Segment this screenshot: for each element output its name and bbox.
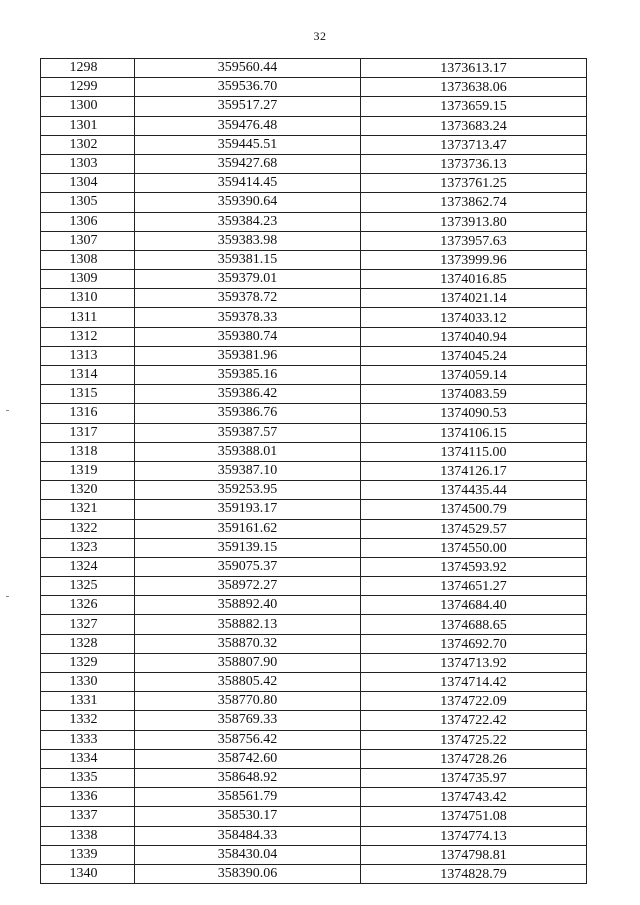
table-row — [41, 327, 587, 346]
point-number-cell: 1340 — [41, 864, 135, 883]
point-number-cell: 1336 — [41, 788, 135, 807]
point-number-cell: 1315 — [41, 385, 135, 404]
y-coordinate-cell: 1374743.42 — [361, 788, 587, 807]
table-row — [41, 442, 587, 461]
y-coordinate-cell: 1373659.15 — [361, 97, 587, 116]
table-row — [41, 174, 587, 193]
x-coordinate-cell: 358561.79 — [135, 788, 361, 807]
y-coordinate-cell: 1374126.17 — [361, 461, 587, 480]
point-number-cell: 1331 — [41, 692, 135, 711]
x-coordinate-cell: 359378.72 — [135, 289, 361, 308]
point-number-cell: 1322 — [41, 519, 135, 538]
y-coordinate-cell: 1374725.22 — [361, 730, 587, 749]
point-number-cell: 1325 — [41, 577, 135, 596]
point-number-cell: 1309 — [41, 270, 135, 289]
table-row — [41, 826, 587, 845]
x-coordinate-cell: 359381.96 — [135, 346, 361, 365]
point-number-cell: 1307 — [41, 231, 135, 250]
x-coordinate-cell: 359476.48 — [135, 116, 361, 135]
table-row — [41, 308, 587, 327]
table-row — [41, 538, 587, 557]
x-coordinate-cell: 359383.98 — [135, 231, 361, 250]
x-coordinate-cell: 358769.33 — [135, 711, 361, 730]
point-number-cell: 1330 — [41, 673, 135, 692]
point-number-cell: 1304 — [41, 174, 135, 193]
x-coordinate-cell: 359075.37 — [135, 557, 361, 576]
table-row — [41, 577, 587, 596]
y-coordinate-cell: 1373957.63 — [361, 231, 587, 250]
point-number-cell: 1313 — [41, 346, 135, 365]
y-coordinate-cell: 1374115.00 — [361, 442, 587, 461]
table-row — [41, 711, 587, 730]
x-coordinate-cell: 359379.01 — [135, 270, 361, 289]
table-row — [41, 788, 587, 807]
y-coordinate-cell: 1374798.81 — [361, 845, 587, 864]
coordinates-table — [40, 58, 587, 884]
point-number-cell: 1337 — [41, 807, 135, 826]
x-coordinate-cell: 359161.62 — [135, 519, 361, 538]
y-coordinate-cell: 1374033.12 — [361, 308, 587, 327]
point-number-cell: 1324 — [41, 557, 135, 576]
x-coordinate-cell: 359414.45 — [135, 174, 361, 193]
table-row — [41, 768, 587, 787]
point-number-cell: 1301 — [41, 116, 135, 135]
table-row — [41, 730, 587, 749]
x-coordinate-cell: 358756.42 — [135, 730, 361, 749]
table-row — [41, 212, 587, 231]
x-coordinate-cell: 358807.90 — [135, 653, 361, 672]
x-coordinate-cell: 358484.33 — [135, 826, 361, 845]
scan-mark — [6, 596, 9, 597]
point-number-cell: 1329 — [41, 653, 135, 672]
point-number-cell: 1339 — [41, 845, 135, 864]
y-coordinate-cell: 1374529.57 — [361, 519, 587, 538]
y-coordinate-cell: 1374722.09 — [361, 692, 587, 711]
y-coordinate-cell: 1374774.13 — [361, 826, 587, 845]
y-coordinate-cell: 1374692.70 — [361, 634, 587, 653]
table-row — [41, 481, 587, 500]
point-number-cell: 1298 — [41, 59, 135, 78]
point-number-cell: 1321 — [41, 500, 135, 519]
page-number: 32 — [313, 29, 327, 43]
point-number-cell: 1299 — [41, 78, 135, 97]
y-coordinate-cell: 1374021.14 — [361, 289, 587, 308]
y-coordinate-cell: 1374722.42 — [361, 711, 587, 730]
table-row — [41, 423, 587, 442]
table-row — [41, 596, 587, 615]
table-row — [41, 557, 587, 576]
y-coordinate-cell: 1374106.15 — [361, 423, 587, 442]
x-coordinate-cell: 359380.74 — [135, 327, 361, 346]
x-coordinate-cell: 359386.76 — [135, 404, 361, 423]
y-coordinate-cell: 1374040.94 — [361, 327, 587, 346]
point-number-cell: 1334 — [41, 749, 135, 768]
point-number-cell: 1318 — [41, 442, 135, 461]
table-row — [41, 231, 587, 250]
x-coordinate-cell: 359536.70 — [135, 78, 361, 97]
x-coordinate-cell: 358390.06 — [135, 864, 361, 883]
x-coordinate-cell: 359387.10 — [135, 461, 361, 480]
point-number-cell: 1300 — [41, 97, 135, 116]
scan-mark — [6, 410, 9, 411]
y-coordinate-cell: 1374688.65 — [361, 615, 587, 634]
table-row — [41, 97, 587, 116]
table-row — [41, 673, 587, 692]
y-coordinate-cell: 1374083.59 — [361, 385, 587, 404]
x-coordinate-cell: 359385.16 — [135, 366, 361, 385]
y-coordinate-cell: 1374090.53 — [361, 404, 587, 423]
table-row — [41, 116, 587, 135]
table-row — [41, 404, 587, 423]
y-coordinate-cell: 1373761.25 — [361, 174, 587, 193]
coordinates-table-body — [41, 59, 587, 884]
table-row — [41, 845, 587, 864]
y-coordinate-cell: 1374550.00 — [361, 538, 587, 557]
y-coordinate-cell: 1373999.96 — [361, 250, 587, 269]
x-coordinate-cell: 359381.15 — [135, 250, 361, 269]
point-number-cell: 1323 — [41, 538, 135, 557]
table-row — [41, 615, 587, 634]
x-coordinate-cell: 359193.17 — [135, 500, 361, 519]
y-coordinate-cell: 1373913.80 — [361, 212, 587, 231]
y-coordinate-cell: 1374713.92 — [361, 653, 587, 672]
x-coordinate-cell: 359139.15 — [135, 538, 361, 557]
x-coordinate-cell: 359560.44 — [135, 59, 361, 78]
point-number-cell: 1338 — [41, 826, 135, 845]
point-number-cell: 1305 — [41, 193, 135, 212]
point-number-cell: 1328 — [41, 634, 135, 653]
y-coordinate-cell: 1373683.24 — [361, 116, 587, 135]
x-coordinate-cell: 358648.92 — [135, 768, 361, 787]
point-number-cell: 1317 — [41, 423, 135, 442]
point-number-cell: 1320 — [41, 481, 135, 500]
point-number-cell: 1306 — [41, 212, 135, 231]
table-row — [41, 193, 587, 212]
y-coordinate-cell: 1374728.26 — [361, 749, 587, 768]
table-row — [41, 653, 587, 672]
y-coordinate-cell: 1374828.79 — [361, 864, 587, 883]
point-number-cell: 1319 — [41, 461, 135, 480]
y-coordinate-cell: 1374016.85 — [361, 270, 587, 289]
table-row — [41, 78, 587, 97]
x-coordinate-cell: 359388.01 — [135, 442, 361, 461]
y-coordinate-cell: 1373862.74 — [361, 193, 587, 212]
table-row — [41, 634, 587, 653]
table-row — [41, 461, 587, 480]
x-coordinate-cell: 358530.17 — [135, 807, 361, 826]
point-number-cell: 1311 — [41, 308, 135, 327]
point-number-cell: 1332 — [41, 711, 135, 730]
x-coordinate-cell: 359253.95 — [135, 481, 361, 500]
y-coordinate-cell: 1374435.44 — [361, 481, 587, 500]
x-coordinate-cell: 358742.60 — [135, 749, 361, 768]
x-coordinate-cell: 358870.32 — [135, 634, 361, 653]
point-number-cell: 1333 — [41, 730, 135, 749]
table-row — [41, 135, 587, 154]
x-coordinate-cell: 358770.80 — [135, 692, 361, 711]
x-coordinate-cell: 359517.27 — [135, 97, 361, 116]
x-coordinate-cell: 359427.68 — [135, 154, 361, 173]
y-coordinate-cell: 1374045.24 — [361, 346, 587, 365]
table-row — [41, 366, 587, 385]
point-number-cell: 1308 — [41, 250, 135, 269]
table-row — [41, 154, 587, 173]
table-row — [41, 500, 587, 519]
y-coordinate-cell: 1374059.14 — [361, 366, 587, 385]
x-coordinate-cell: 358430.04 — [135, 845, 361, 864]
y-coordinate-cell: 1374751.08 — [361, 807, 587, 826]
y-coordinate-cell: 1374593.92 — [361, 557, 587, 576]
x-coordinate-cell: 359378.33 — [135, 308, 361, 327]
x-coordinate-cell: 359445.51 — [135, 135, 361, 154]
y-coordinate-cell: 1373638.06 — [361, 78, 587, 97]
y-coordinate-cell: 1373736.13 — [361, 154, 587, 173]
table-row — [41, 59, 587, 78]
table-row — [41, 692, 587, 711]
x-coordinate-cell: 359387.57 — [135, 423, 361, 442]
point-number-cell: 1316 — [41, 404, 135, 423]
y-coordinate-cell: 1373613.17 — [361, 59, 587, 78]
table-row — [41, 864, 587, 883]
x-coordinate-cell: 358882.13 — [135, 615, 361, 634]
table-row — [41, 346, 587, 365]
y-coordinate-cell: 1374714.42 — [361, 673, 587, 692]
y-coordinate-cell: 1373713.47 — [361, 135, 587, 154]
point-number-cell: 1302 — [41, 135, 135, 154]
point-number-cell: 1326 — [41, 596, 135, 615]
point-number-cell: 1327 — [41, 615, 135, 634]
point-number-cell: 1314 — [41, 366, 135, 385]
x-coordinate-cell: 359384.23 — [135, 212, 361, 231]
table-row — [41, 749, 587, 768]
point-number-cell: 1310 — [41, 289, 135, 308]
table-row — [41, 385, 587, 404]
table-row — [41, 270, 587, 289]
point-number-cell: 1312 — [41, 327, 135, 346]
table-row — [41, 250, 587, 269]
table-row — [41, 289, 587, 308]
x-coordinate-cell: 358805.42 — [135, 673, 361, 692]
point-number-cell: 1303 — [41, 154, 135, 173]
y-coordinate-cell: 1374651.27 — [361, 577, 587, 596]
table-row — [41, 519, 587, 538]
table-row — [41, 807, 587, 826]
x-coordinate-cell: 358892.40 — [135, 596, 361, 615]
x-coordinate-cell: 359390.64 — [135, 193, 361, 212]
y-coordinate-cell: 1374684.40 — [361, 596, 587, 615]
x-coordinate-cell: 358972.27 — [135, 577, 361, 596]
point-number-cell: 1335 — [41, 768, 135, 787]
y-coordinate-cell: 1374735.97 — [361, 768, 587, 787]
y-coordinate-cell: 1374500.79 — [361, 500, 587, 519]
x-coordinate-cell: 359386.42 — [135, 385, 361, 404]
